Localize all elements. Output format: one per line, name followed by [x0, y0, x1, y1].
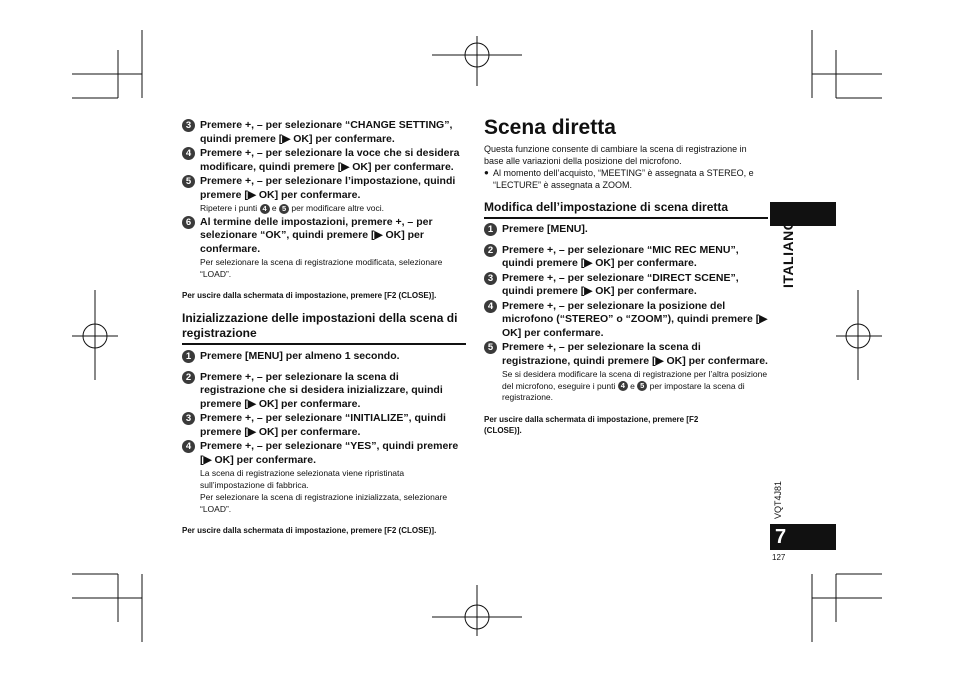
page-number-box: 7 — [770, 524, 836, 550]
section-heading: Inizializzazione delle impostazioni della scena di registrazione — [182, 311, 466, 345]
step-menu: 1 Premere [MENU]. — [484, 223, 768, 237]
step-select-scene: 2 Premere +, – per selezionare la scena di registrazione che si desidera inizializzare, quindi premere [▶ OK] per confermare. — [182, 371, 466, 412]
left-column — [182, 119, 466, 536]
bullet-note: ● Al momento dell’acquisto, “MEETING” è assegnata a STEREO, e “LECTURE” è assegnata a ZOOM. — [484, 168, 754, 190]
step-confirm-ok: 6 Al termine delle impostazioni, premere +, – per selezionare “OK”, quindi premere [▶ OK] per confermare. Per selezionare la scena di registrazione modificata, selezionare “LOAD”. — [182, 216, 466, 281]
exit-instruction: Per uscire dalla schermata di impostazione, premere [F2 (CLOSE)]. — [182, 291, 437, 300]
step-note: Per selezionare la scena di registrazione inizializzata, selezionare “LOAD”. — [200, 492, 448, 514]
step-mic-rec-menu: 2 Premere +, – per selezionare “MIC REC MENU”, quindi premere [▶ OK] per confermare. — [484, 244, 768, 271]
step-change-setting: 3 Premere +, – per selezionare “CHANGE SETTING”, quindi premere [▶ OK] per confermare. — [182, 119, 466, 146]
step-note: Per selezionare la scena di registrazione modificata, selezionare “LOAD”. — [200, 257, 443, 279]
step-select-item: 4 Premere +, – per selezionare la voce che si desidera modificare, quindi premere [▶ OK] per confermare. — [182, 147, 466, 174]
step-note: Ripetere i punti 4 e 5 per modificare altre voci. — [200, 203, 384, 213]
step-initialize: 3 Premere +, – per selezionare “INITIALIZE”, quindi premere [▶ OK] per confermare. — [182, 412, 466, 439]
step-select-rec-scene: 5 Premere +, – per selezionare la scena di registrazione, quindi premere [▶ OK] per confermare. Se si desidera modificare la scena di registrazione per l’altra posizione del microfono, eseguire i punti 4 e 5 per impostare la scena di registrazione. — [484, 341, 768, 404]
language-label: ITALIANO — [780, 218, 796, 288]
step-direct-scene: 3 Premere +, – per selezionare “DIRECT SCENE”, quindi premere [▶ OK] per confermare. — [484, 272, 768, 299]
step-menu-hold: 1 Premere [MENU] per almeno 1 secondo. — [182, 350, 466, 364]
exit-instruction: Per uscire dalla schermata di impostazione, premere [F2 (CLOSE)]. — [484, 414, 699, 435]
right-column — [484, 116, 768, 436]
exit-instruction: Per uscire dalla schermata di impostazione, premere [F2 (CLOSE)]. — [182, 526, 437, 535]
step-note: Se si desidera modificare la scena di registrazione per l’altra posizione del microfono, eseguire i punti 4 e 5 per impostare la scena di registrazione. — [502, 369, 768, 402]
step-select-setting: 5 Premere +, – per selezionare l’impostazione, quindi premere [▶ OK] per confermare. Ripetere i punti 4 e 5 per modificare altre voci. — [182, 175, 466, 215]
page-number-small: 127 — [772, 553, 786, 562]
intro-text: Questa funzione consente di cambiare la scena di registrazione in base alle variazioni della posizione del microfono. — [484, 144, 747, 166]
document-code: VQT4J81 — [773, 480, 783, 519]
section-heading: Modifica dell’impostazione di scena diretta — [484, 200, 768, 219]
step-mic-position: 4 Premere +, – per selezionare la posizione del microfono (“STEREO” o “ZOOM”), quindi premere [▶ OK] per confermare. — [484, 300, 768, 341]
step-note: La scena di registrazione selezionata viene ripristinata sull’impostazione di fabbrica. — [200, 468, 405, 490]
bullet-icon: ● — [484, 168, 489, 177]
page-title: Scena diretta — [484, 116, 616, 139]
step-yes: 4 Premere +, – per selezionare “YES”, quindi premere [▶ OK] per confermare. La scena di registrazione selezionata viene ripristinata sull’impostazione di fabbrica. Per selezionare la scena di registrazione inizializzata, selezionare “LOAD”. — [182, 440, 466, 515]
